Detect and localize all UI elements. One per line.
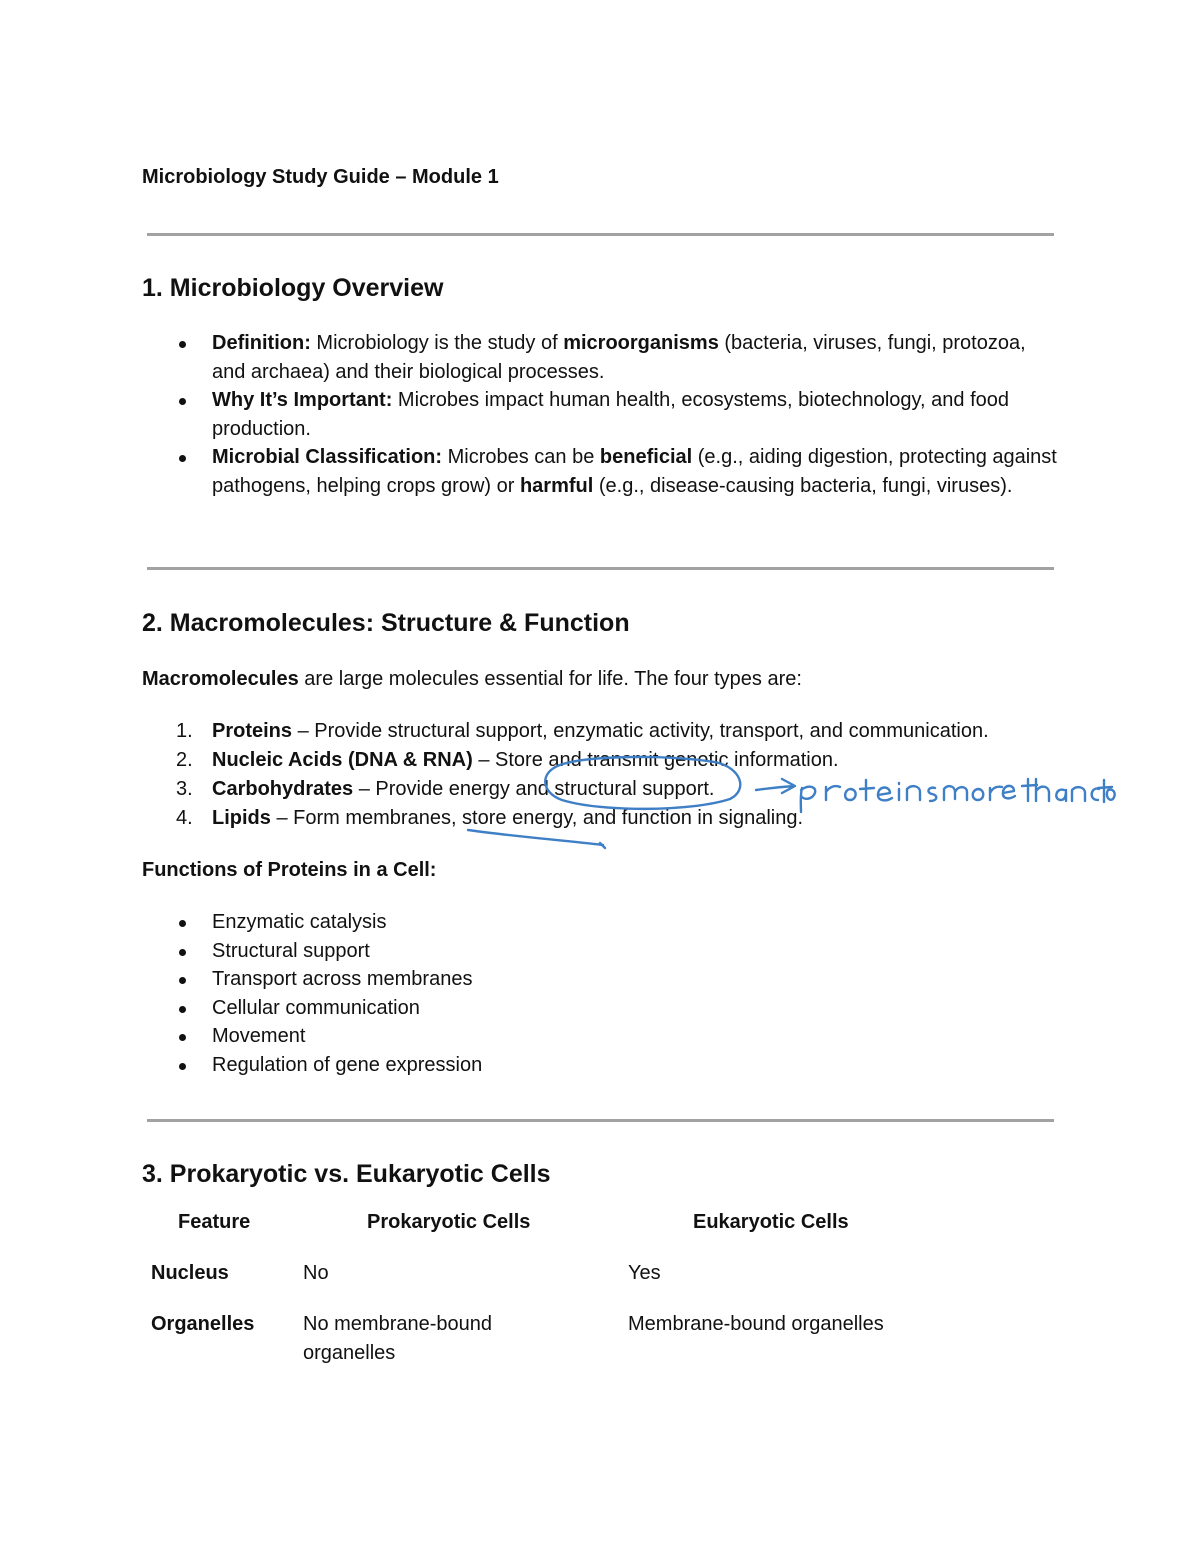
item-number: 1. (176, 720, 193, 742)
section-heading-cells: 3. Prokaryotic vs. Eukaryotic Cells (142, 1160, 551, 1188)
item-label: Proteins (212, 720, 293, 742)
item-text: Microbes can be (442, 446, 600, 468)
table-cell-feature: Organelles (151, 1313, 255, 1335)
item-text: (e.g., aiding digestion, protecting against pathogens, helping crops grow) or (212, 446, 1057, 497)
table-cell-eukaryotic: Yes (628, 1262, 661, 1284)
item-bold: beneficial (599, 446, 693, 468)
ink-circle (545, 757, 740, 809)
item-text: Enzymatic catalysis (212, 911, 387, 933)
item-number: 3. (176, 778, 193, 800)
table-cell-eukaryotic: Membrane-bound organelles (628, 1313, 884, 1335)
item-label: Microbial Classification: (212, 446, 443, 468)
item-text: (e.g., disease-causing bacteria, fungi, viruses). (593, 474, 1013, 497)
item-text: Microbes impact human health, ecosystems, biotechnology, and food production. (212, 389, 1010, 440)
document-title: Microbiology Study Guide – Module 1 (142, 166, 499, 188)
table-cell-prokaryotic: No membrane-bound organelles (303, 1313, 492, 1364)
item-text: (bacteria, viruses, fungi, protozoa, and archaea) and their biological processes. (212, 332, 1026, 383)
table-header-prokaryotic: Prokaryotic Cells (367, 1211, 531, 1233)
table-cell-prokaryotic: No (303, 1262, 329, 1284)
table-header-eukaryotic: Eukaryotic Cells (693, 1211, 849, 1233)
item-label: Nucleic Acids (DNA & RNA) (212, 749, 473, 771)
item-number: 2. (176, 749, 193, 771)
item-text: Cellular communication (212, 996, 420, 1019)
section-heading-overview: 1. Microbiology Overview (142, 274, 444, 302)
item-label: Definition: (212, 332, 311, 354)
item-text: Transport across membranes (212, 968, 473, 990)
item-text: Regulation of gene expression (212, 1053, 483, 1076)
item-label: Carbohydrates (212, 778, 354, 800)
item-label: Why It’s Important: (212, 389, 393, 411)
intro-text: are large molecules essential for life. The four types are: (298, 668, 802, 690)
item-number: 4. (176, 807, 193, 829)
section-heading-macromolecules: 2. Macromolecules: Structure & Function (142, 609, 630, 637)
item-bold: microorganisms (563, 332, 719, 354)
item-text: Structural support (212, 939, 370, 962)
table-header-feature: Feature (178, 1211, 251, 1233)
item-text: Microbiology is the study of (310, 332, 564, 354)
item-text: – Store and transmit genetic information. (472, 749, 839, 771)
item-text: – Provide structural support, enzymatic activity, transport, and communication. (292, 720, 989, 742)
item-text: – Form membranes, store energy, and function in signaling. (270, 807, 804, 829)
item-label: Lipids (212, 807, 271, 829)
table-cell-feature: Nucleus (151, 1262, 229, 1284)
handwritten-note-strokes (801, 779, 1115, 812)
functions-heading: Functions of Proteins in a Cell: (142, 859, 437, 881)
arrow-icon (756, 779, 795, 793)
item-bold: harmful (519, 474, 594, 497)
item-text: Movement (212, 1025, 306, 1047)
ink-underline (468, 830, 603, 845)
item-text: – Provide energy and structural support. (353, 778, 715, 800)
intro-bold: Macromolecules (142, 668, 299, 690)
